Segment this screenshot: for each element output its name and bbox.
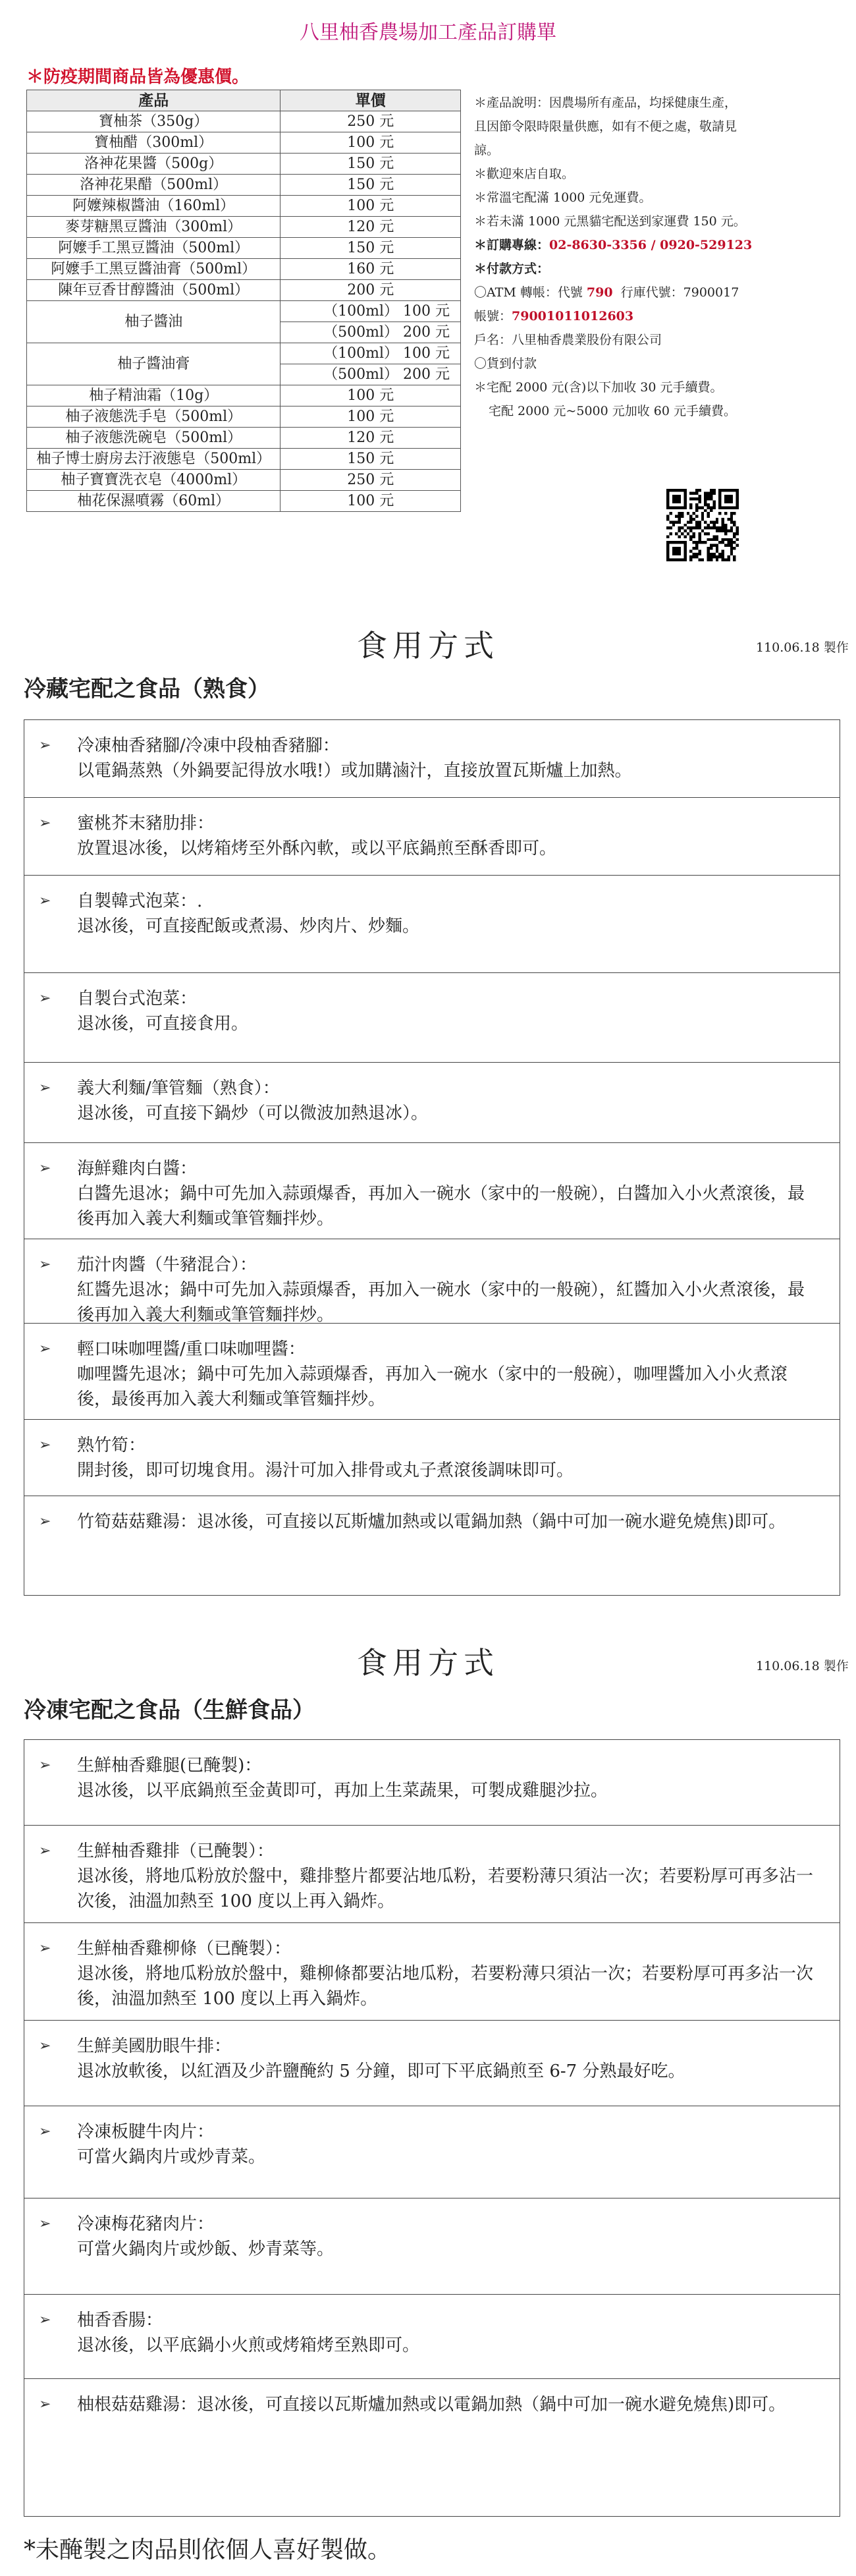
section2-instructions <box>24 1739 840 2517</box>
promo-text: ＊防疫期間商品皆為優惠價。 <box>26 67 250 87</box>
instruction-title: 茄汁肉醬（牛豬混合）： <box>77 1255 257 1275</box>
instruction-title: 生鮮柚香雞柳條（已醃製）： <box>77 1939 292 1959</box>
instruction-body: 紅醬先退冰；鍋中可先加入蒜頭爆香，再加入一碗水（家中的一般碗），紅醬加入小火煮滾後，最後再加入義大利麵或筆管麵拌炒。 <box>77 1280 805 1325</box>
note-line: 且因節令限時限量供應，如有不便之處，敬請見 <box>474 119 737 134</box>
page-title: 八里柚香農場加工產品訂購單 <box>300 21 556 44</box>
instruction-body: 放置退冰後，以烤箱烤至外酥內軟，或以平底鍋煎至酥香即可。 <box>77 839 557 858</box>
instruction-item <box>24 2198 840 2295</box>
arrow-bullet-icon: ➢ <box>39 1513 51 1530</box>
arrow-bullet-icon: ➢ <box>39 2038 51 2054</box>
instruction-body: 柚根菇菇雞湯：退冰後，可直接以瓦斯爐加熱或以電鍋加熱（鍋中可加一碗水避免燒焦)即可。 <box>77 2395 786 2415</box>
price-row <box>27 449 461 470</box>
product-size-price <box>281 364 461 385</box>
arrow-bullet-icon: ➢ <box>39 1256 51 1273</box>
section2-title: 食用方式 <box>357 1645 499 1681</box>
fee-line: 宅配 2000 元~5000 元加收 60 元手續費。 <box>489 404 737 418</box>
instruction-item <box>24 2021 840 2106</box>
instruction-title: 生鮮柚香雞排（已醃製）： <box>77 1841 275 1861</box>
price-row <box>27 259 461 280</box>
size-price: 100 元 <box>403 303 450 320</box>
instruction-body: 退冰後，可直接配飯或煮湯、炒肉片、炒麵。 <box>77 916 420 936</box>
price-row <box>27 111 461 132</box>
instruction-body: 白醬先退冰；鍋中可先加入蒜頭爆香，再加入一碗水（家中的一般碗），白醬加入小火煮滾後，最後再加入義大利麵或筆管麵拌炒。 <box>77 1184 805 1229</box>
size-price: 100 元 <box>403 345 450 362</box>
size-label: （100ml） <box>323 345 398 362</box>
product-name: 柚子博士廚房去汙液態皂（500ml） <box>27 449 281 470</box>
price-row <box>27 196 461 217</box>
instruction-body: 退冰後，以平底鍋煎至金黃即可，再加上生菜蔬果，可製成雞腿沙拉。 <box>77 1781 608 1801</box>
atm-code: 790 <box>586 285 613 300</box>
arrow-bullet-icon: ➢ <box>39 1080 51 1096</box>
instruction-body: 開封後，即可切塊食用。湯汁可加入排骨或丸子煮滾後調味即可。 <box>77 1461 574 1480</box>
instruction-title: 海鮮雞肉白醬： <box>77 1159 198 1179</box>
instruction-item <box>24 1923 840 2021</box>
product-name: 阿嬤手工黑豆醬油膏（500ml） <box>27 259 281 280</box>
product-price: 120 元 <box>281 217 461 238</box>
product-price: 160 元 <box>281 259 461 280</box>
price-table-header <box>27 90 461 111</box>
col-product: 產品 <box>27 90 281 111</box>
product-name: 柚子液態洗碗皂（500ml） <box>27 428 281 449</box>
instruction-body: 退冰後，將地瓜粉放於盤中，雞排整片都要沾地瓜粉，若要粉薄只須沾一次；若要粉厚可再多沾一次後，油溫加熱至 100 度以上再入鍋炸。 <box>77 1866 814 1911</box>
product-price: 100 元 <box>281 385 461 406</box>
account-number: 79001011012603 <box>512 309 634 323</box>
instruction-title: 熟竹筍： <box>77 1436 146 1455</box>
product-name: 洛神花果醋（500ml） <box>27 175 281 196</box>
note-line: 諒。 <box>474 143 500 157</box>
instruction-item <box>24 1496 840 1594</box>
instruction-title: 冷凍板腱牛肉片： <box>77 2122 215 2142</box>
arrow-bullet-icon: ➢ <box>39 1160 51 1177</box>
product-name: 麥芽糖黑豆醬油（300ml） <box>27 217 281 238</box>
arrow-bullet-icon: ➢ <box>39 815 51 831</box>
instruction-title: 生鮮柚香雞腿(已醃製)： <box>77 1756 262 1776</box>
col-price: 單價 <box>281 90 461 111</box>
price-row <box>27 428 461 449</box>
hotline-line: ＊訂購專線：02-8630-3356 / 0920-529123 <box>474 238 753 252</box>
instruction-item <box>24 2295 840 2379</box>
price-row <box>27 238 461 259</box>
instruction-title: 義大利麵/筆管麵（熟食）： <box>77 1078 280 1098</box>
product-price: 100 元 <box>281 196 461 217</box>
note-line: ＊歡迎來店自取。 <box>474 167 575 181</box>
instruction-item <box>24 2379 840 2515</box>
instruction-item <box>24 876 840 973</box>
arrow-bullet-icon: ➢ <box>39 737 51 754</box>
note-line: ＊產品說明：因農場所有產品，均採健康生產， <box>474 96 737 110</box>
instruction-body: 退冰放軟後，以紅酒及少許鹽醃約 5 分鐘，即可下平底鍋煎至 6-7 分熟最好吃。 <box>77 2061 685 2081</box>
instruction-item <box>24 1063 840 1143</box>
price-row <box>27 343 461 364</box>
price-row <box>27 301 461 322</box>
instruction-body: 退冰後，可直接下鍋炒（可以微波加熱退冰）。 <box>77 1104 429 1123</box>
arrow-bullet-icon: ➢ <box>39 2123 51 2140</box>
price-row <box>27 132 461 154</box>
arrow-bullet-icon: ➢ <box>39 1757 51 1774</box>
product-name: 柚子醬油 <box>27 301 281 343</box>
instruction-body: 可當火鍋肉片或炒青菜。 <box>77 2147 266 2167</box>
instruction-title: 冷凍柚香豬腳/冷凍中段柚香豬腳： <box>77 736 340 756</box>
price-row <box>27 217 461 238</box>
arrow-bullet-icon: ➢ <box>39 2312 51 2328</box>
price-row <box>27 154 461 175</box>
instruction-item <box>24 798 840 876</box>
qr-code-icon <box>666 489 739 561</box>
instruction-body: 咖哩醬先退冰；鍋中可先加入蒜頭爆香，再加入一碗水（家中的一般碗），咖哩醬加入小火煮滾後，最後再加入義大利麵或筆管麵拌炒。 <box>77 1364 788 1409</box>
instruction-body: 退冰後，以平底鍋小火煎或烤箱烤至熟即可。 <box>77 2336 420 2355</box>
instruction-body: 可當火鍋肉片或炒飯、炒青菜等。 <box>77 2239 334 2259</box>
product-name: 柚子醬油膏 <box>27 343 281 385</box>
instruction-title: 蜜桃芥末豬肋排： <box>77 814 215 833</box>
instruction-item <box>24 1420 840 1496</box>
instruction-body: 退冰後，可直接食用。 <box>77 1014 249 1034</box>
footnote: *未醃製之肉品則依個人喜好製做。 <box>24 2536 392 2563</box>
product-price: 150 元 <box>281 238 461 259</box>
account-holder: 戶名：八里柚香農業股份有限公司 <box>474 333 662 347</box>
note-line: ＊若未滿 1000 元黑貓宅配送到家運費 150 元。 <box>474 214 746 229</box>
product-name: 柚花保濕噴霧（60ml） <box>27 491 281 512</box>
product-name: 阿嬤辣椒醬油（160ml） <box>27 196 281 217</box>
instruction-title: 自製台式泡菜： <box>77 989 198 1009</box>
product-name: 柚子精油霜（10g） <box>27 385 281 406</box>
product-price: 100 元 <box>281 132 461 154</box>
fee-line: ＊宅配 2000 元(含)以下加收 30 元手續費。 <box>474 380 723 395</box>
section1-date: 110.06.18 製作 <box>756 640 849 655</box>
cod-option: 〇貨到付款 <box>474 356 537 371</box>
atm-line: 〇ATM 轉帳：代號 790 行庫代號：7900017 <box>474 285 739 300</box>
instruction-item <box>24 1826 840 1923</box>
instruction-item <box>24 1740 840 1826</box>
instruction-body: 退冰後，將地瓜粉放於盤中，雞柳條都要沾地瓜粉，若要粉薄只須沾一次；若要粉厚可再多沾一次後，油溫加熱至 100 度以上再入鍋炸。 <box>77 1964 814 2009</box>
instruction-body: 竹筍菇菇雞湯：退冰後，可直接以瓦斯爐加熱或以電鍋加熱（鍋中可加一碗水避免燒焦)即可。 <box>77 1512 786 1532</box>
instruction-item <box>24 1324 840 1420</box>
arrow-bullet-icon: ➢ <box>39 990 51 1007</box>
hotline-number: 02-8630-3356 / 0920-529123 <box>549 238 753 252</box>
price-row <box>27 491 461 512</box>
instruction-title: 柚香香腸： <box>77 2310 163 2330</box>
product-name: 柚子液態洗手皂（500ml） <box>27 406 281 428</box>
instruction-title: 自製韓式泡菜：. <box>77 891 203 911</box>
note-line: ＊常溫宅配滿 1000 元免運費。 <box>474 190 652 205</box>
product-size-price <box>281 301 461 322</box>
product-price: 150 元 <box>281 154 461 175</box>
instruction-item <box>24 973 840 1063</box>
product-name: 柚子寶寶洗衣皂（4000ml） <box>27 470 281 491</box>
arrow-bullet-icon: ➢ <box>39 1341 51 1357</box>
arrow-bullet-icon: ➢ <box>39 2396 51 2413</box>
product-price: 100 元 <box>281 406 461 428</box>
account-line: 帳號：79001011012603 <box>474 309 634 323</box>
product-size-price <box>281 343 461 364</box>
instruction-title: 輕口味咖哩醬/重口味咖哩醬： <box>77 1339 306 1359</box>
price-row <box>27 470 461 491</box>
price-row <box>27 280 461 301</box>
product-name: 阿嬤手工黑豆醬油（500ml） <box>27 238 281 259</box>
product-price: 120 元 <box>281 428 461 449</box>
instruction-item <box>24 1239 840 1324</box>
product-name: 寶柚茶（350g） <box>27 111 281 132</box>
price-table <box>26 90 461 512</box>
product-price: 250 元 <box>281 111 461 132</box>
product-price: 150 元 <box>281 175 461 196</box>
instruction-title: 冷凍梅花豬肉片： <box>77 2214 215 2234</box>
product-name: 寶柚醋（300ml） <box>27 132 281 154</box>
instruction-item <box>24 1143 840 1239</box>
arrow-bullet-icon: ➢ <box>39 1940 51 1957</box>
section2-category: 冷凍宅配之食品（生鮮食品） <box>24 1697 315 1723</box>
instruction-item <box>24 2106 840 2198</box>
section1-title: 食用方式 <box>357 628 499 663</box>
product-name: 洛神花果醬（500g） <box>27 154 281 175</box>
product-size-price <box>281 322 461 343</box>
price-row <box>27 385 461 406</box>
size-label: （500ml） <box>323 366 398 383</box>
size-label: （100ml） <box>323 303 398 320</box>
arrow-bullet-icon: ➢ <box>39 2216 51 2232</box>
price-row <box>27 175 461 196</box>
payment-label: ＊付款方式： <box>474 262 550 276</box>
product-price: 200 元 <box>281 280 461 301</box>
size-price: 200 元 <box>403 324 450 341</box>
product-price: 250 元 <box>281 470 461 491</box>
section1-category: 冷藏宅配之食品（熟食） <box>24 676 270 702</box>
arrow-bullet-icon: ➢ <box>39 1437 51 1453</box>
section1-instructions <box>24 719 840 1596</box>
instruction-title: 生鮮美國肋眼牛排： <box>77 2036 232 2056</box>
arrow-bullet-icon: ➢ <box>39 893 51 909</box>
product-price: 100 元 <box>281 491 461 512</box>
section2-date: 110.06.18 製作 <box>756 1659 849 1673</box>
product-price: 150 元 <box>281 449 461 470</box>
product-name: 陳年豆香甘醇醬油（500ml） <box>27 280 281 301</box>
arrow-bullet-icon: ➢ <box>39 1843 51 1859</box>
size-label: （500ml） <box>323 324 398 341</box>
instruction-body: 以電鍋蒸熟（外鍋要記得放水哦!）或加購滷汁，直接放置瓦斯爐上加熱。 <box>77 761 632 781</box>
order-notes <box>474 91 843 423</box>
price-row <box>27 406 461 428</box>
size-price: 200 元 <box>403 366 450 383</box>
instruction-item <box>24 720 840 798</box>
